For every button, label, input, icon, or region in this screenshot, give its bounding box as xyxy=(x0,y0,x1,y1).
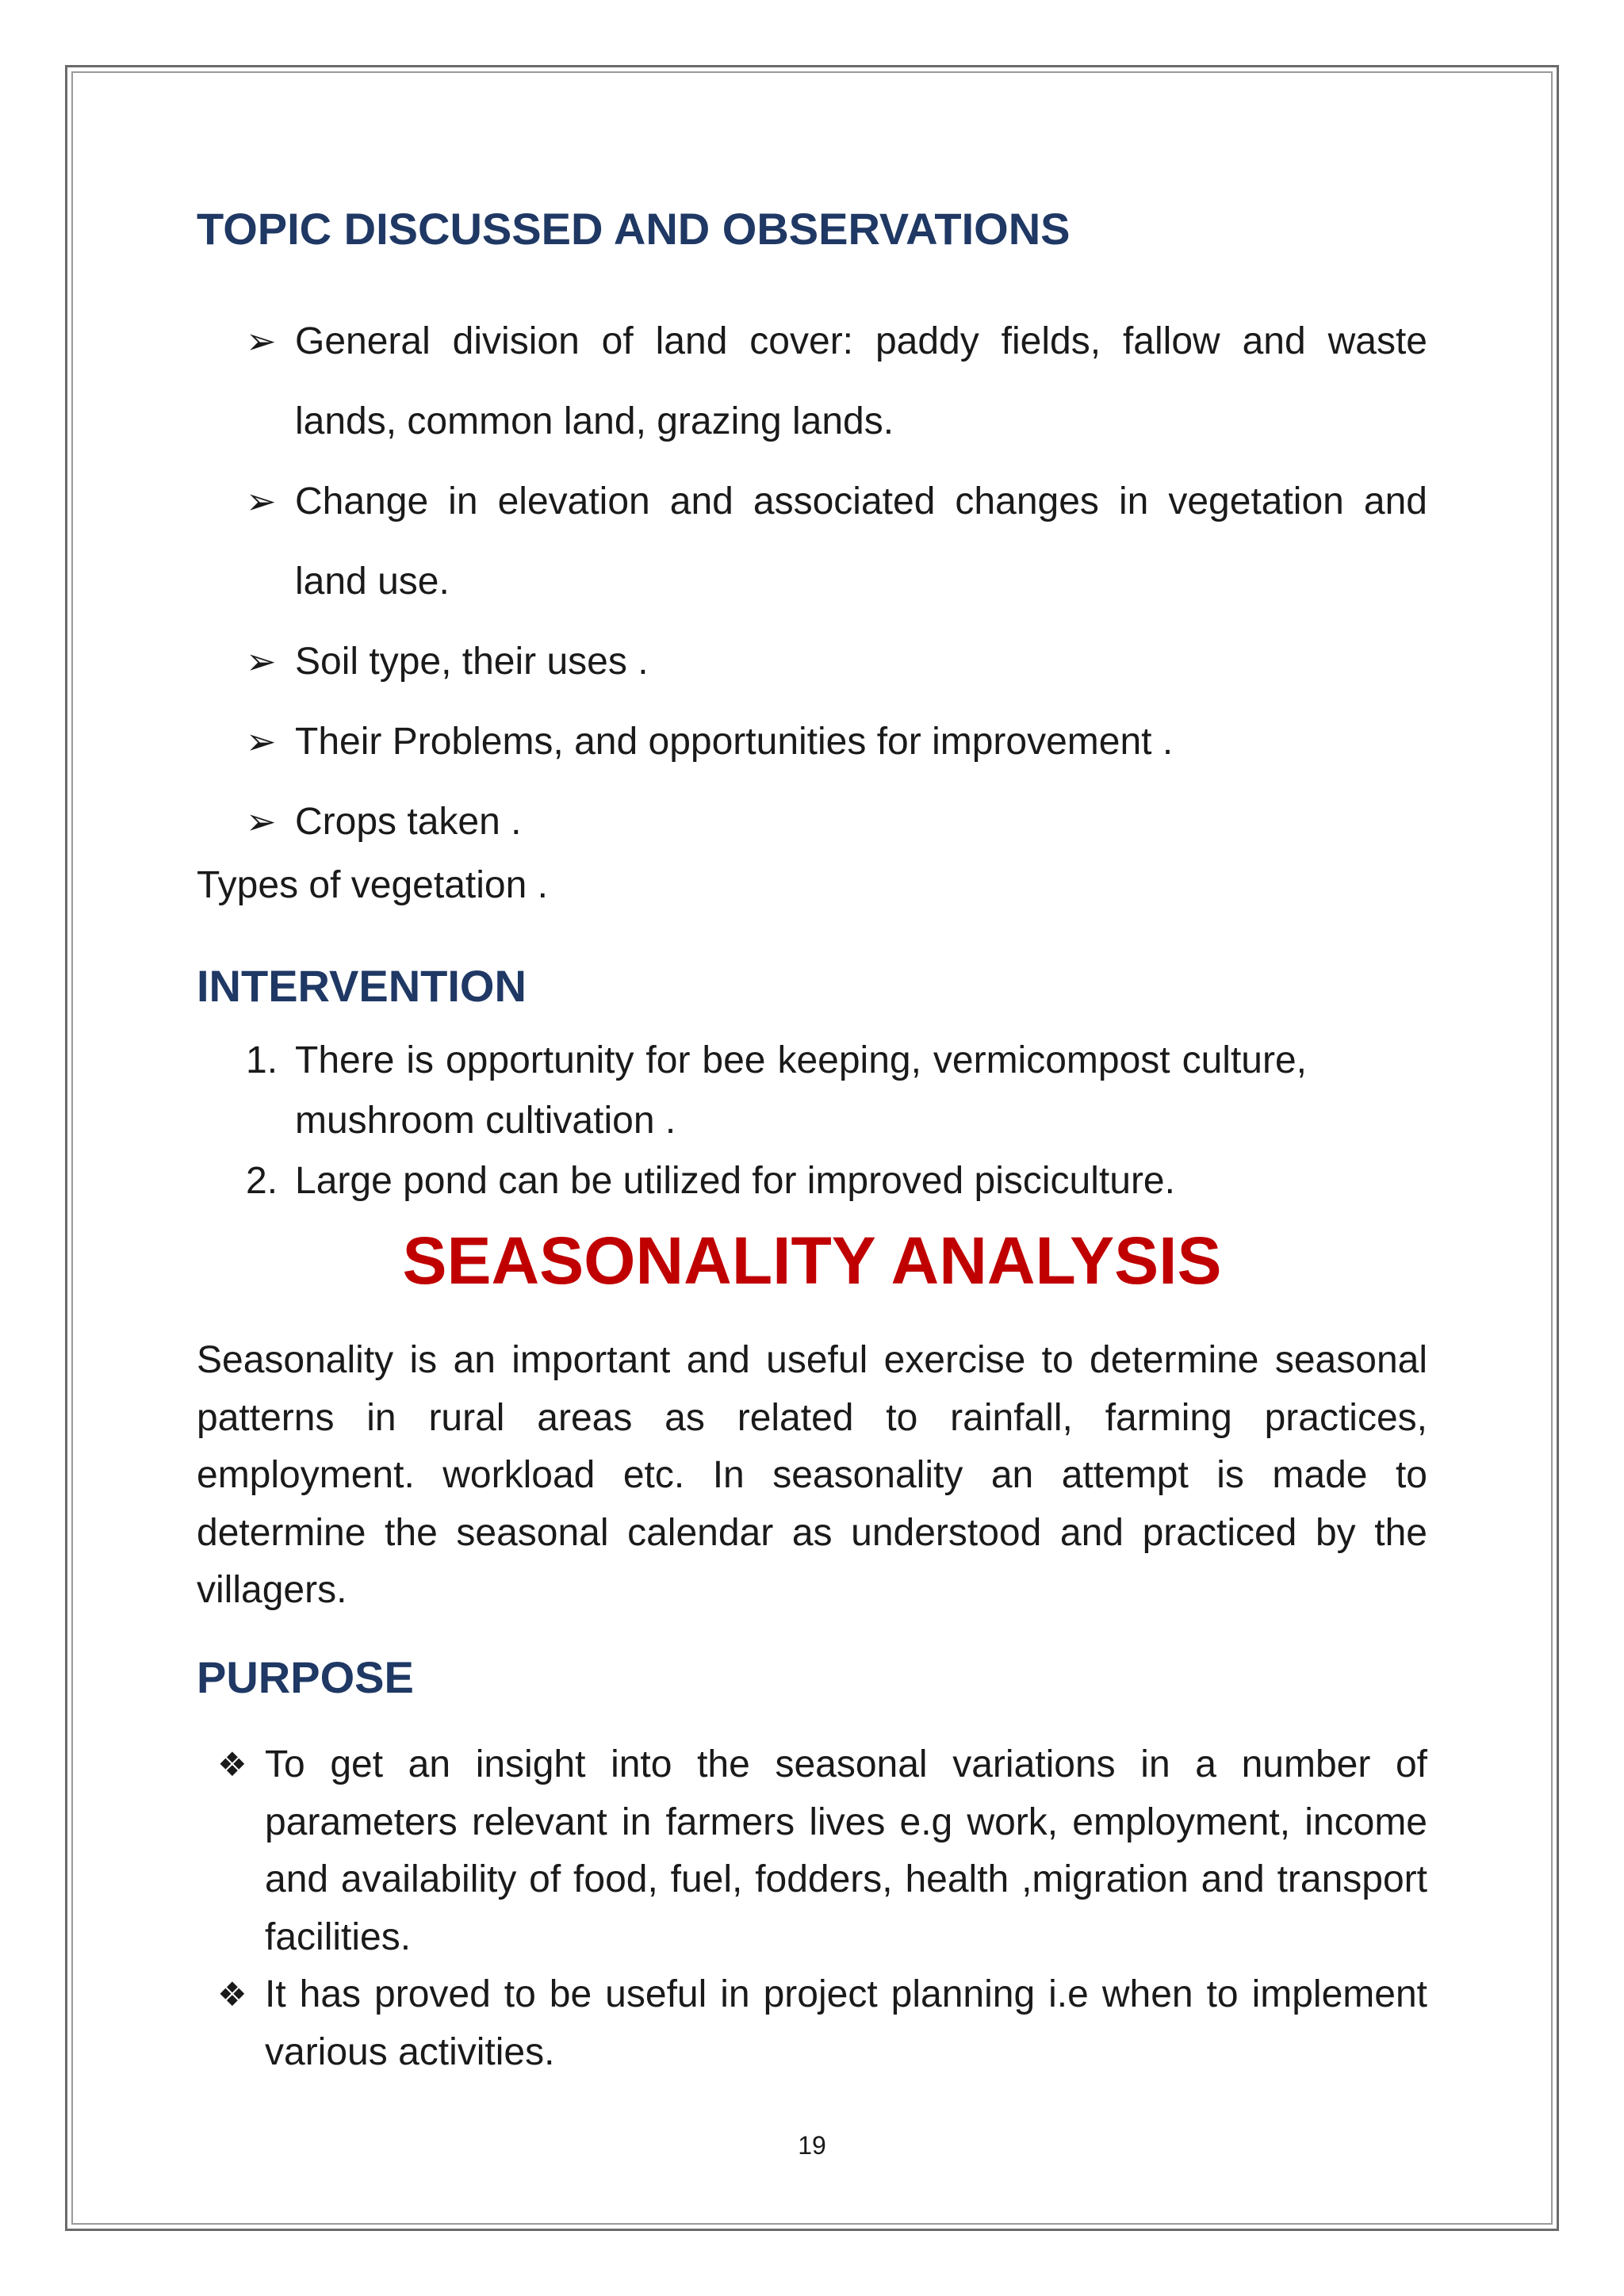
intervention-heading: INTERVENTION xyxy=(197,961,527,1011)
purpose-list xyxy=(197,1736,1427,2081)
list-item-text: Large pond can be utilized for improved pisciculture. xyxy=(295,1160,1175,1202)
intervention-list xyxy=(197,1031,1307,1211)
seasonality-title: SEASONALITY ANALYSIS xyxy=(402,1223,1222,1298)
seasonality-paragraph: Seasonality is an important and useful exercise to determine seasonal patterns in rural areas as related to rainfall, farming practices, employment. workload etc. In seasonality an attempt is made to determine the seasonal calendar as understood and practiced by the villagers. xyxy=(197,1339,1427,1611)
arrow-bullet-icon: ➢ xyxy=(246,320,277,362)
vegetation-line: Types of vegetation . xyxy=(197,864,548,906)
arrow-bullet-icon: ➢ xyxy=(246,721,277,762)
list-item xyxy=(197,1151,1307,1211)
topics-heading: TOPIC DISCUSSED AND OBSERVATIONS xyxy=(197,204,1071,254)
diamond-bullet-icon: ❖ xyxy=(217,1976,247,2013)
list-item-text: It has proved to be useful in project planning i.e when to implement various activities. xyxy=(265,1973,1427,2073)
list-item xyxy=(197,1966,1427,2081)
arrow-bullet-icon: ➢ xyxy=(246,480,277,522)
arrow-bullet-icon: ➢ xyxy=(246,801,277,842)
page-number: 19 xyxy=(798,2131,826,2160)
list-item-number: 2. xyxy=(246,1160,278,1202)
list-item-text: General division of land cover: paddy fields, fallow and waste lands, common land, grazing lands. xyxy=(295,320,1427,442)
arrow-bullet-icon: ➢ xyxy=(246,641,277,682)
list-item xyxy=(197,782,1427,862)
list-item-text: Crops taken . xyxy=(295,801,522,843)
list-item-text: Soil type, their uses . xyxy=(295,641,649,683)
purpose-heading: PURPOSE xyxy=(197,1652,414,1702)
diamond-bullet-icon: ❖ xyxy=(217,1746,247,1783)
list-item xyxy=(197,1031,1307,1151)
list-item xyxy=(197,461,1427,622)
list-item xyxy=(197,702,1427,782)
list-item-number: 1. xyxy=(246,1039,278,1081)
list-item-text: There is opportunity for bee keeping, vermicompost culture, mushroom cultivation . xyxy=(295,1039,1307,1142)
topics-list xyxy=(197,301,1427,862)
list-item xyxy=(197,301,1427,461)
list-item-text: Their Problems, and opportunities for improvement . xyxy=(295,721,1174,763)
list-item-text: To get an insight into the seasonal variations in a number of parameters relevant in farmers lives e.g work, employment, income and availability of food, fuel, fodders, health ,migration and transport facilities. xyxy=(265,1743,1427,1958)
list-item xyxy=(197,622,1427,702)
list-item xyxy=(197,1736,1427,1966)
list-item-text: Change in elevation and associated changes in vegetation and land use. xyxy=(295,480,1427,603)
